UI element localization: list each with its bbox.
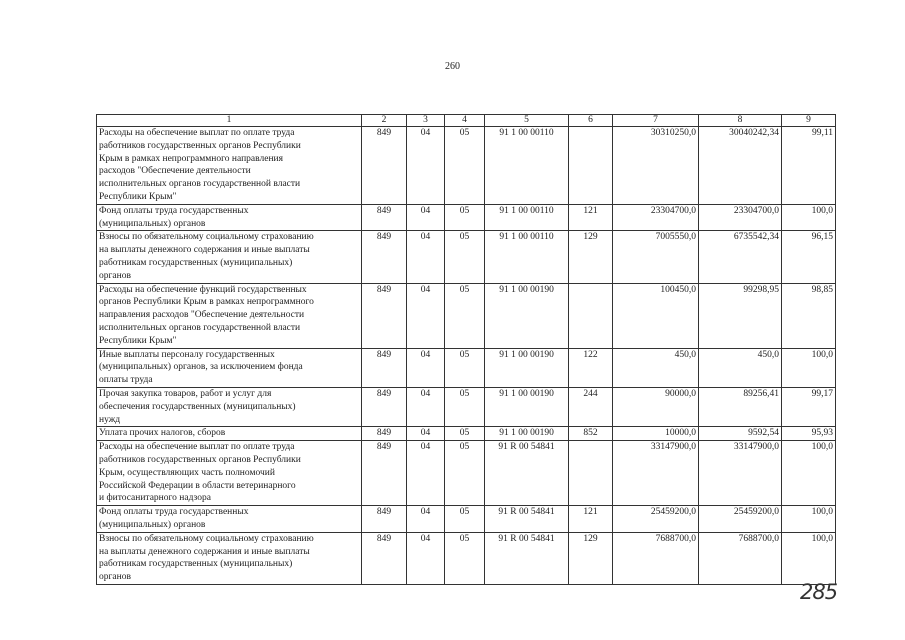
row-description	[97, 204, 362, 231]
ministry-code: 849	[362, 204, 407, 231]
description-line: исполнительных органов государственной власти	[99, 179, 301, 190]
page-number: 260	[445, 61, 460, 72]
row-description	[97, 127, 362, 205]
table-row	[97, 506, 836, 533]
ministry-code: 849	[362, 283, 407, 348]
description-line: исполнительных органов государственной власти	[99, 322, 301, 333]
subsection-code: 05	[445, 127, 485, 205]
subsection-code: 05	[445, 387, 485, 426]
planned-amount: 450,0	[613, 348, 699, 387]
ministry-code: 849	[362, 387, 407, 426]
percent-executed: 98,85	[782, 283, 836, 348]
planned-amount: 7688700,0	[613, 532, 699, 584]
actual-amount: 450,0	[699, 348, 782, 387]
budget-table	[96, 114, 836, 585]
table-row	[97, 204, 836, 231]
section-code: 04	[407, 387, 445, 426]
description-line: направления расходов "Обеспечение деятельности	[99, 310, 305, 321]
expense-type-code: 244	[569, 387, 613, 426]
percent-executed: 100,0	[782, 506, 836, 533]
table-row	[97, 231, 836, 283]
description-line: Уплата прочих налогов, сборов	[99, 428, 226, 439]
percent-executed: 100,0	[782, 204, 836, 231]
description-line: органов Республики Крым в рамках непрограммного	[99, 297, 314, 308]
target-article-code: 91 R 00 54841	[485, 532, 569, 584]
percent-executed: 100,0	[782, 441, 836, 506]
expense-type-code: 122	[569, 348, 613, 387]
section-code: 04	[407, 427, 445, 441]
target-article-code: 91 1 00 00110	[485, 231, 569, 283]
description-line: Фонд оплаты труда государственных	[99, 205, 249, 216]
section-code: 04	[407, 441, 445, 506]
planned-amount: 10000,0	[613, 427, 699, 441]
section-code: 04	[407, 532, 445, 584]
percent-executed: 100,0	[782, 532, 836, 584]
description-line: нужд	[99, 414, 121, 425]
description-line: Расходы на обеспечение выплат по оплате труда	[99, 128, 295, 138]
actual-amount: 25459200,0	[699, 506, 782, 533]
expense-type-code: 852	[569, 427, 613, 441]
planned-amount: 33147900,0	[613, 441, 699, 506]
subsection-code: 05	[445, 506, 485, 533]
ministry-code: 849	[362, 348, 407, 387]
target-article-code: 91 1 00 00110	[485, 204, 569, 231]
description-line: Расходы на обеспечение функций государственных	[99, 284, 307, 295]
subsection-code: 05	[445, 283, 485, 348]
target-article-code: 91 1 00 00190	[485, 427, 569, 441]
section-code: 04	[407, 283, 445, 348]
actual-amount: 99298,95	[699, 283, 782, 348]
actual-amount: 89256,41	[699, 387, 782, 426]
description-line: Фонд оплаты труда государственных	[99, 507, 249, 518]
column-header: 2	[362, 115, 407, 127]
target-article-code: 91 R 00 54841	[485, 506, 569, 533]
row-description	[97, 427, 362, 441]
actual-amount: 23304700,0	[699, 204, 782, 231]
subsection-code: 05	[445, 204, 485, 231]
percent-executed: 99,17	[782, 387, 836, 426]
description-line: работников государственных органов Республики	[99, 454, 301, 465]
section-code: 04	[407, 204, 445, 231]
description-line: обеспечения государственных (муниципальных)	[99, 401, 296, 412]
subsection-code: 05	[445, 427, 485, 441]
column-header: 7	[613, 115, 699, 127]
row-description	[97, 348, 362, 387]
expense-type-code: 129	[569, 532, 613, 584]
description-line: Иные выплаты персоналу государственных	[99, 349, 275, 360]
column-header: 8	[699, 115, 782, 127]
section-code: 04	[407, 231, 445, 283]
target-article-code: 91 R 00 54841	[485, 441, 569, 506]
description-line: и фитосанитарного надзора	[99, 493, 211, 504]
row-description	[97, 231, 362, 283]
description-line: Взносы по обязательному социальному страхованию	[99, 533, 314, 544]
column-header: 1	[97, 115, 362, 127]
description-line: Прочая закупка товаров, работ и услуг для	[99, 388, 272, 399]
column-header: 9	[782, 115, 836, 127]
row-description	[97, 532, 362, 584]
percent-executed: 100,0	[782, 348, 836, 387]
description-line: Крым в рамках непрограммного направления	[99, 153, 283, 164]
actual-amount: 30040242,34	[699, 127, 782, 205]
percent-executed: 99,11	[782, 127, 836, 205]
description-line: оплаты труда	[99, 375, 153, 386]
expense-type-code: 121	[569, 506, 613, 533]
description-line: органов	[99, 270, 131, 281]
table-row	[97, 283, 836, 348]
actual-amount: 7688700,0	[699, 532, 782, 584]
planned-amount: 30310250,0	[613, 127, 699, 205]
subsection-code: 05	[445, 532, 485, 584]
ministry-code: 849	[362, 427, 407, 441]
expense-type-code: 129	[569, 231, 613, 283]
description-line: работникам государственных (муниципальных)	[99, 559, 293, 570]
column-header: 6	[569, 115, 613, 127]
table-row	[97, 441, 836, 506]
planned-amount: 100450,0	[613, 283, 699, 348]
description-line: Крым, осуществляющих часть полномочий	[99, 467, 275, 478]
description-line: (муниципальных) органов, за исключением фонда	[99, 362, 303, 373]
percent-executed: 96,15	[782, 231, 836, 283]
description-line: (муниципальных) органов	[99, 218, 206, 229]
expense-type-code	[569, 127, 613, 205]
actual-amount: 6735542,34	[699, 231, 782, 283]
target-article-code: 91 1 00 00110	[485, 127, 569, 205]
planned-amount: 23304700,0	[613, 204, 699, 231]
table-row	[97, 348, 836, 387]
percent-executed: 95,93	[782, 427, 836, 441]
ministry-code: 849	[362, 532, 407, 584]
table-header-row	[97, 115, 836, 127]
expense-type-code: 121	[569, 204, 613, 231]
planned-amount: 7005550,0	[613, 231, 699, 283]
description-line: Республики Крым"	[99, 335, 177, 346]
description-line: на выплаты денежного содержания и иные выплаты	[99, 245, 310, 256]
row-description	[97, 283, 362, 348]
table-row	[97, 387, 836, 426]
row-description	[97, 387, 362, 426]
row-description	[97, 506, 362, 533]
actual-amount: 33147900,0	[699, 441, 782, 506]
description-line: Расходы на обеспечение выплат по оплате труда	[99, 442, 295, 453]
section-code: 04	[407, 506, 445, 533]
target-article-code: 91 1 00 00190	[485, 283, 569, 348]
ministry-code: 849	[362, 441, 407, 506]
description-line: на выплаты денежного содержания и иные выплаты	[99, 546, 310, 557]
planned-amount: 90000,0	[613, 387, 699, 426]
description-line: работников государственных органов Республики	[99, 140, 301, 151]
description-line: Республики Крым"	[99, 191, 177, 202]
description-line: работникам государственных (муниципальных)	[99, 257, 293, 268]
description-line: (муниципальных) органов	[99, 519, 206, 530]
row-description	[97, 441, 362, 506]
expense-type-code	[569, 441, 613, 506]
subsection-code: 05	[445, 348, 485, 387]
table-row	[97, 427, 836, 441]
description-line: Российской Федерации в области ветеринарного	[99, 480, 296, 491]
target-article-code: 91 1 00 00190	[485, 348, 569, 387]
table-row	[97, 532, 836, 584]
description-line: органов	[99, 572, 131, 583]
expense-type-code	[569, 283, 613, 348]
table-body	[97, 127, 836, 585]
handwritten-page-number: 285	[800, 580, 838, 604]
section-code: 04	[407, 348, 445, 387]
ministry-code: 849	[362, 231, 407, 283]
subsection-code: 05	[445, 441, 485, 506]
actual-amount: 9592,54	[699, 427, 782, 441]
target-article-code: 91 1 00 00190	[485, 387, 569, 426]
subsection-code: 05	[445, 231, 485, 283]
description-line: расходов "Обеспечение деятельности	[99, 166, 251, 177]
column-header: 4	[445, 115, 485, 127]
planned-amount: 25459200,0	[613, 506, 699, 533]
description-line: Взносы по обязательному социальному страхованию	[99, 232, 314, 243]
section-code: 04	[407, 127, 445, 205]
column-header: 3	[407, 115, 445, 127]
ministry-code: 849	[362, 506, 407, 533]
ministry-code: 849	[362, 127, 407, 205]
table-row	[97, 127, 836, 205]
column-header: 5	[485, 115, 569, 127]
